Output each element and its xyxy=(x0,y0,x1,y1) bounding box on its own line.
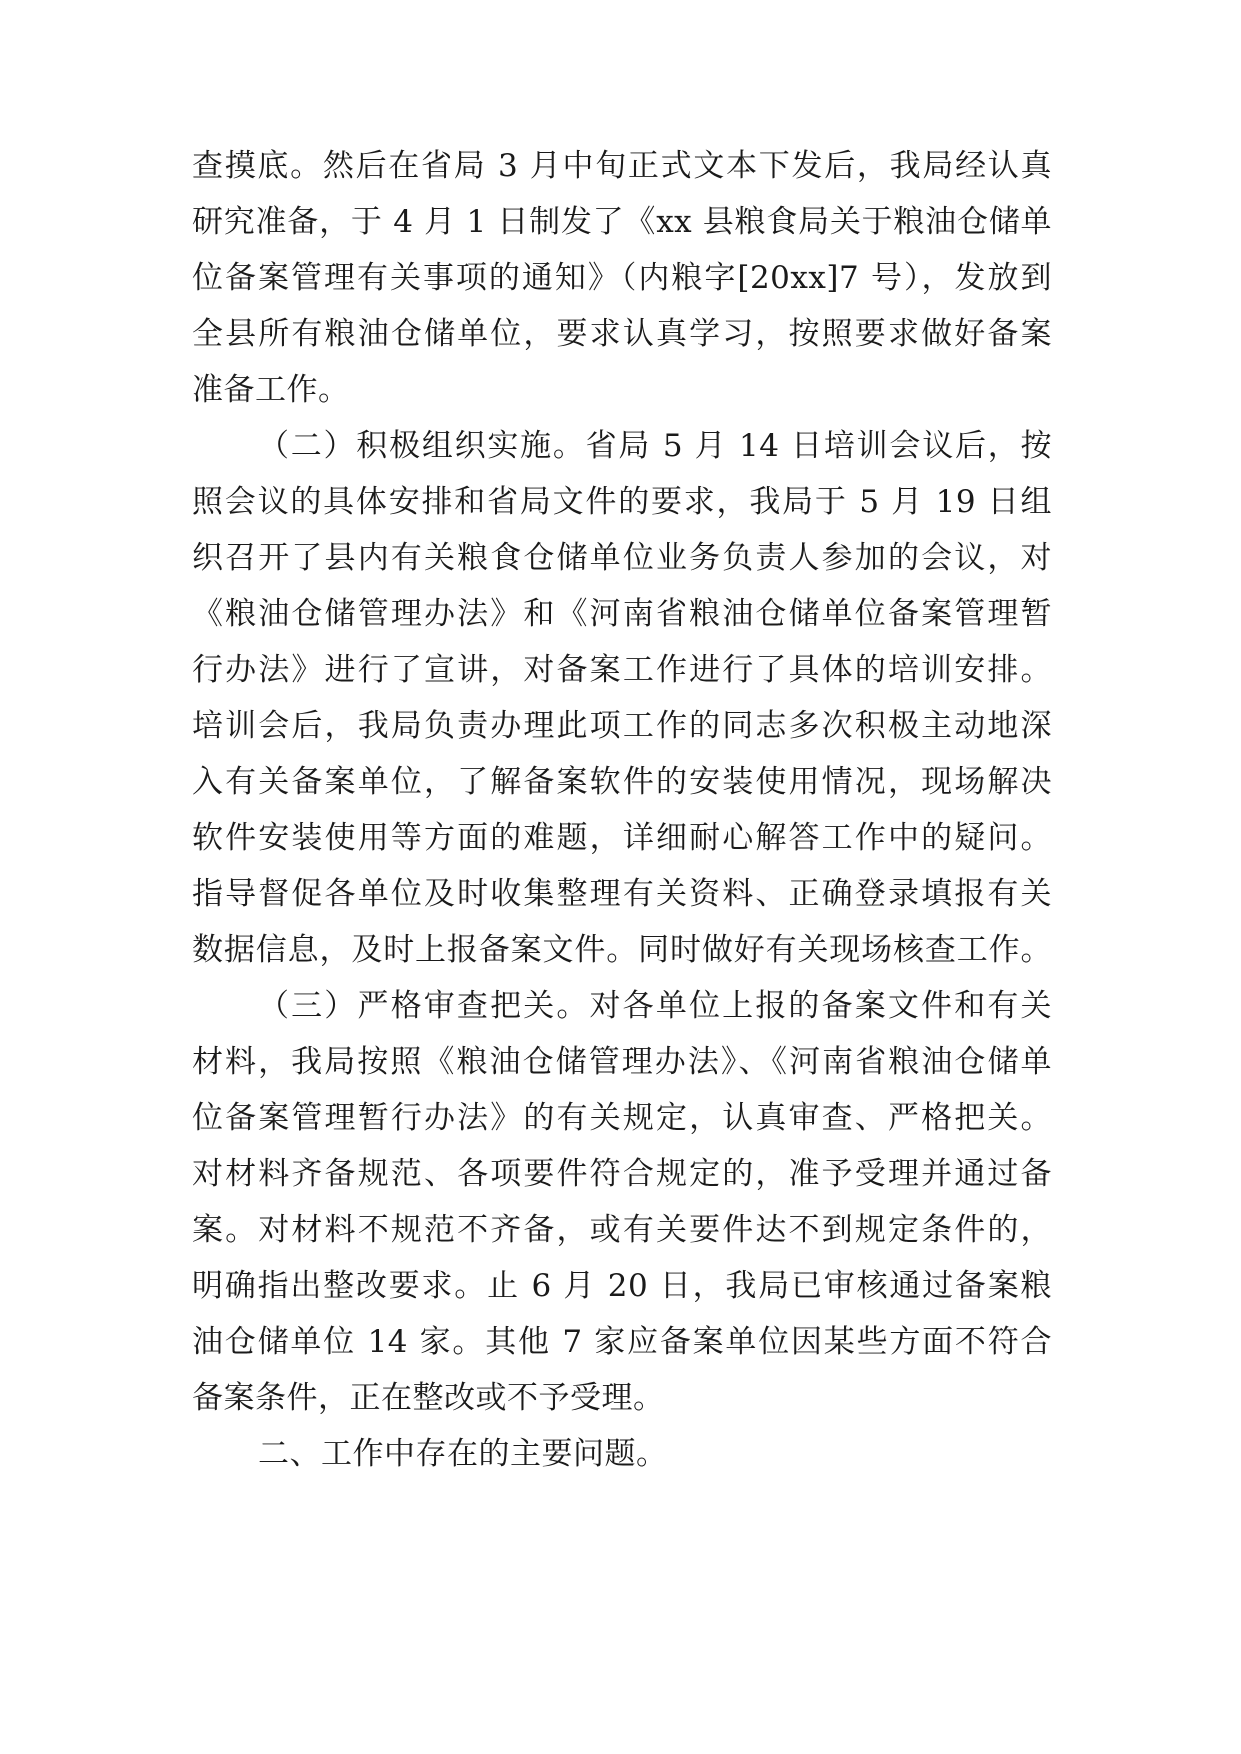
text-line: 备案条件，正在整改或不予受理。 xyxy=(192,1380,665,1416)
text-line: 二、工作中存在的主要问题。 xyxy=(258,1436,668,1472)
text-line: 软件安装使用等方面的难题，详细耐心解答工作中的疑问。 xyxy=(192,820,1052,856)
text-line: 明确指出整改要求。止 6 月 20 日，我局已审核通过备案粮 xyxy=(192,1268,1052,1304)
text-line: 指导督促各单位及时收集整理有关资料、正确登录填报有关 xyxy=(192,876,1052,912)
text-line: 行办法》进行了宣讲，对备案工作进行了具体的培训安排。 xyxy=(192,652,1052,688)
text-line: （二）积极组织实施。省局 5 月 14 日培训会议后，按 xyxy=(258,428,1052,464)
text-line: 《粮油仓储管理办法》和《河南省粮油仓储单位备案管理暂 xyxy=(192,596,1052,632)
text-line: 入有关备案单位，了解备案软件的安装使用情况，现场解决 xyxy=(192,764,1052,800)
text-line: 位备案管理有关事项的通知》（内粮字[20xx]7 号），发放到 xyxy=(192,260,1052,296)
text-line: 油仓储单位 14 家。其他 7 家应备案单位因某些方面不符合 xyxy=(192,1324,1052,1360)
text-line: 数据信息，及时上报备案文件。同时做好有关现场核查工作。 xyxy=(192,932,1052,968)
document-body xyxy=(192,138,1052,1482)
text-line: 准备工作。 xyxy=(192,372,350,408)
text-line: 全县所有粮油仓储单位，要求认真学习，按照要求做好备案 xyxy=(192,316,1052,352)
text-line: 材料，我局按照《粮油仓储管理办法》、《河南省粮油仓储单 xyxy=(192,1044,1052,1080)
text-line: 培训会后，我局负责办理此项工作的同志多次积极主动地深 xyxy=(192,708,1052,744)
text-line: （三）严格审查把关。对各单位上报的备案文件和有关 xyxy=(258,988,1052,1024)
text-line: 照会议的具体安排和省局文件的要求，我局于 5 月 19 日组 xyxy=(192,484,1052,520)
text-line: 织召开了县内有关粮食仓储单位业务负责人参加的会议，对 xyxy=(192,540,1052,576)
text-line: 查摸底。然后在省局 3 月中旬正式文本下发后，我局经认真 xyxy=(192,148,1052,184)
text-line: 位备案管理暂行办法》的有关规定，认真审查、严格把关。 xyxy=(192,1100,1052,1136)
text-line: 研究准备，于 4 月 1 日制发了《xx 县粮食局关于粮油仓储单 xyxy=(192,204,1052,240)
text-line: 对材料齐备规范、各项要件符合规定的，准予受理并通过备 xyxy=(192,1156,1052,1192)
text-line: 案。对材料不规范不齐备，或有关要件达不到规定条件的， xyxy=(192,1212,1052,1248)
